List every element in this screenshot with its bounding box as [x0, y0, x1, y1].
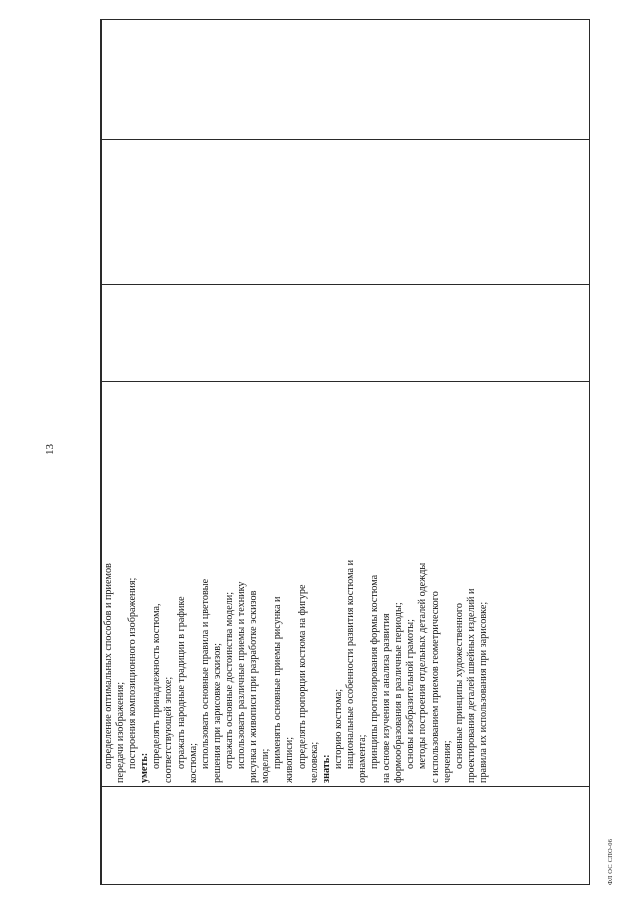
table-left-border: [100, 884, 590, 885]
content-line: использовать различные приемы и технику: [236, 581, 248, 769]
content-line: основы изобразительной грамоты;: [405, 619, 417, 769]
content-line: костюма;: [187, 743, 199, 783]
table-top-border: [100, 19, 102, 885]
content-line: человека;: [308, 741, 320, 783]
content-cell: [103, 405, 589, 783]
table-column-divider: [100, 786, 590, 787]
footer-code: ФЛ ОС СПО-06: [607, 838, 614, 885]
content-line: отражать народные традиции в графике: [175, 596, 187, 769]
content-line: передачи изображения;: [115, 681, 127, 783]
content-line: черчения;: [441, 740, 453, 783]
content-line: соответствующей эпохе;: [163, 676, 175, 783]
table-column-divider: [100, 381, 590, 382]
table-bottom-border: [589, 19, 590, 885]
content-line: проектирования деталей швейных изделий и: [465, 588, 477, 783]
content-line: основные принципы художественного: [453, 603, 465, 769]
section-heading: уметь:: [139, 752, 151, 783]
table-column-divider: [100, 284, 590, 285]
content-line: рисунка и живописи при разработке эскизов: [248, 590, 260, 783]
table-column-divider: [100, 139, 590, 140]
content-line: орнамента;: [356, 734, 368, 783]
content-line: с использованием приемов геометрического: [429, 591, 441, 783]
content-line: принципы прогнозирования формы костюма: [369, 574, 381, 769]
table-right-border: [100, 19, 590, 20]
content-line: определять пропорции костюма на фигуре: [296, 584, 308, 769]
content-line: на основе изучения и анализа развития: [381, 613, 393, 783]
content-line: построения композиционного изображения;: [127, 577, 139, 769]
content-line: методы построения отдельных деталей одежды: [417, 562, 429, 769]
page-number: 13: [44, 444, 56, 455]
content-line: формообразования в различные периоды;: [393, 602, 405, 783]
content-line: отражать основные достоинства модели;: [223, 591, 235, 769]
content-line: определять принадлежность костюма,: [151, 603, 163, 769]
content-line: использовать основные правила и цветовые: [199, 578, 211, 769]
content-line: живописи;: [284, 736, 296, 783]
content-line: национальные особенности развития костюма и: [344, 559, 356, 769]
content-line: модели;: [260, 748, 272, 783]
content-line: решения при зарисовке эскизов;: [211, 643, 223, 783]
content-line: правила их использования при зарисовке;: [477, 601, 489, 783]
content-line: применять основные приемы рисунка и: [272, 596, 284, 769]
section-heading: знать:: [320, 754, 332, 783]
content-line: историю костюма;: [332, 688, 344, 769]
content-line: определение оптимальных способов и приемов: [103, 563, 114, 769]
